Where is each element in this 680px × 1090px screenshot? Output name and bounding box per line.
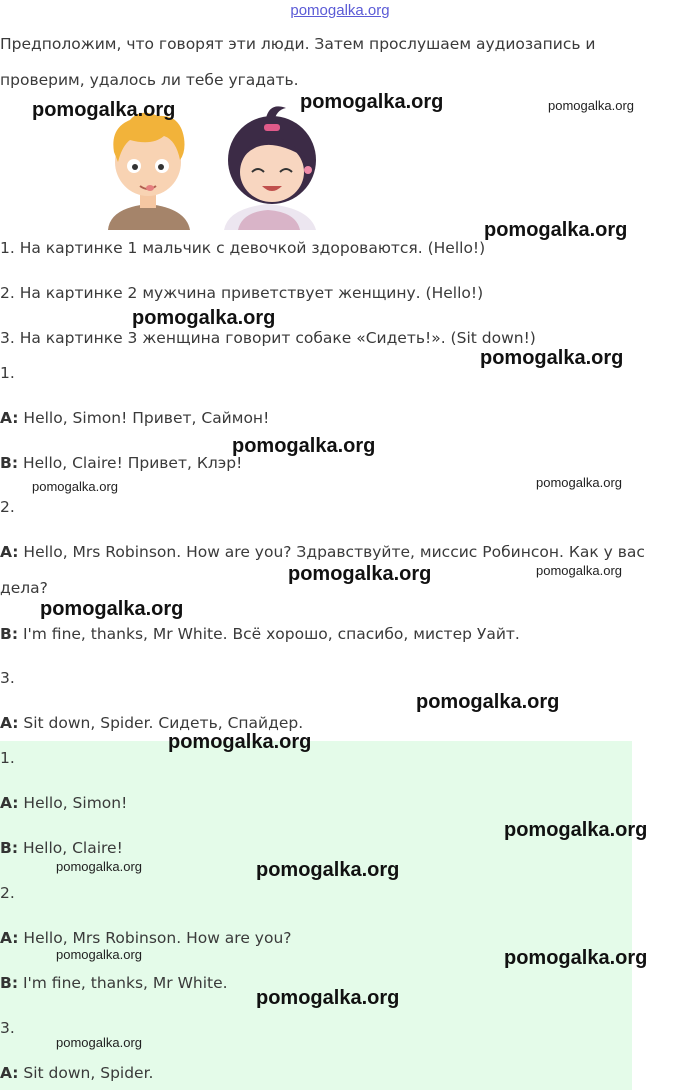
answer-text: Sit down, Spider.	[18, 1064, 154, 1082]
dialogue-text: Hello, Mrs Robinson. How are you? Здравствуйте, миссис Робинсон. Как у вас	[18, 543, 645, 561]
dialogue-text: Hello, Claire! Привет, Клэр!	[18, 454, 243, 472]
watermark: pomogalka.org	[536, 563, 622, 578]
watermark: pomogalka.org	[40, 598, 184, 620]
answer-text: I'm fine, thanks, Mr White.	[18, 974, 228, 992]
dialogue-1-line-b	[0, 453, 242, 473]
watermark: pomogalka.org	[132, 307, 276, 329]
dialogue-2-number: 2.	[0, 498, 15, 516]
watermark: pomogalka.org	[256, 859, 400, 881]
answer-1-number: 1.	[0, 749, 15, 767]
speaker-label: A:	[0, 409, 19, 427]
answer-3-number: 3.	[0, 1019, 15, 1037]
speaker-label: B:	[0, 974, 19, 992]
watermark: pomogalka.org	[416, 691, 560, 713]
answer-text: Hello, Mrs Robinson. How are you?	[18, 929, 292, 947]
watermark: pomogalka.org	[56, 947, 142, 962]
boy-face-icon	[108, 113, 190, 230]
speaker-label: A:	[0, 714, 19, 732]
watermark: pomogalka.org	[32, 99, 176, 121]
speaker-label: B:	[0, 454, 19, 472]
watermark: pomogalka.org	[256, 987, 400, 1009]
watermark: pomogalka.org	[300, 91, 444, 113]
watermark: pomogalka.org	[56, 1035, 142, 1050]
intro-line-2: проверим, удалось ли тебе угадать.	[0, 71, 299, 89]
watermark: pomogalka.org	[32, 479, 118, 494]
answer-2-line-a	[0, 928, 292, 948]
dialogue-3-line-a	[0, 713, 303, 733]
girl-face-icon	[224, 106, 316, 230]
speaker-label: B:	[0, 625, 19, 643]
watermark: pomogalka.org	[548, 98, 634, 113]
watermark: pomogalka.org	[484, 219, 628, 241]
dialogue-2-line-b	[0, 624, 520, 644]
watermark: pomogalka.org	[504, 819, 648, 841]
watermark: pomogalka.org	[168, 731, 312, 753]
guess-2: 2. На картинке 2 мужчина приветствует женщину. (Hello!)	[0, 284, 484, 302]
answer-text: Hello, Claire!	[18, 839, 123, 857]
answer-text: Hello, Simon!	[18, 794, 128, 812]
answer-1-line-b	[0, 838, 123, 858]
dialogue-text: Hello, Simon! Привет, Саймон!	[18, 409, 270, 427]
speaker-label: A:	[0, 929, 19, 947]
dialogue-text: I'm fine, thanks, Mr White. Всё хорошо, спасибо, мистер Уайт.	[18, 625, 520, 643]
watermark: pomogalka.org	[232, 435, 376, 457]
answer-1-line-a	[0, 793, 127, 813]
dialogue-text: Sit down, Spider. Сидеть, Спайдер.	[18, 714, 304, 732]
dialogue-3-number: 3.	[0, 669, 15, 687]
speaker-label: B:	[0, 839, 19, 857]
speaker-label: A:	[0, 794, 19, 812]
speaker-label: A:	[0, 543, 19, 561]
guess-1: 1. На картинке 1 мальчик с девочкой здороваются. (Hello!)	[0, 239, 486, 257]
answer-2-number: 2.	[0, 884, 15, 902]
dialogue-2-line-a	[0, 542, 645, 562]
watermark: pomogalka.org	[480, 347, 624, 369]
dialogue-2-line-a-cont: дела?	[0, 579, 48, 597]
guess-3: 3. На картинке 3 женщина говорит собаке «Сидеть!». (Sit down!)	[0, 329, 536, 347]
answer-3-line-a	[0, 1063, 153, 1083]
intro-line-1: Предположим, что говорят эти люди. Затем прослушаем аудиозапись и	[0, 35, 596, 53]
speaker-label: A:	[0, 1064, 19, 1082]
dialogue-1-number: 1.	[0, 364, 15, 382]
dialogue-1-line-a	[0, 408, 269, 428]
answer-2-line-b	[0, 973, 228, 993]
watermark: pomogalka.org	[56, 859, 142, 874]
watermark: pomogalka.org	[536, 475, 622, 490]
site-header-link[interactable]: pomogalka.org	[290, 2, 390, 19]
watermark: pomogalka.org	[288, 563, 432, 585]
watermark: pomogalka.org	[504, 947, 648, 969]
